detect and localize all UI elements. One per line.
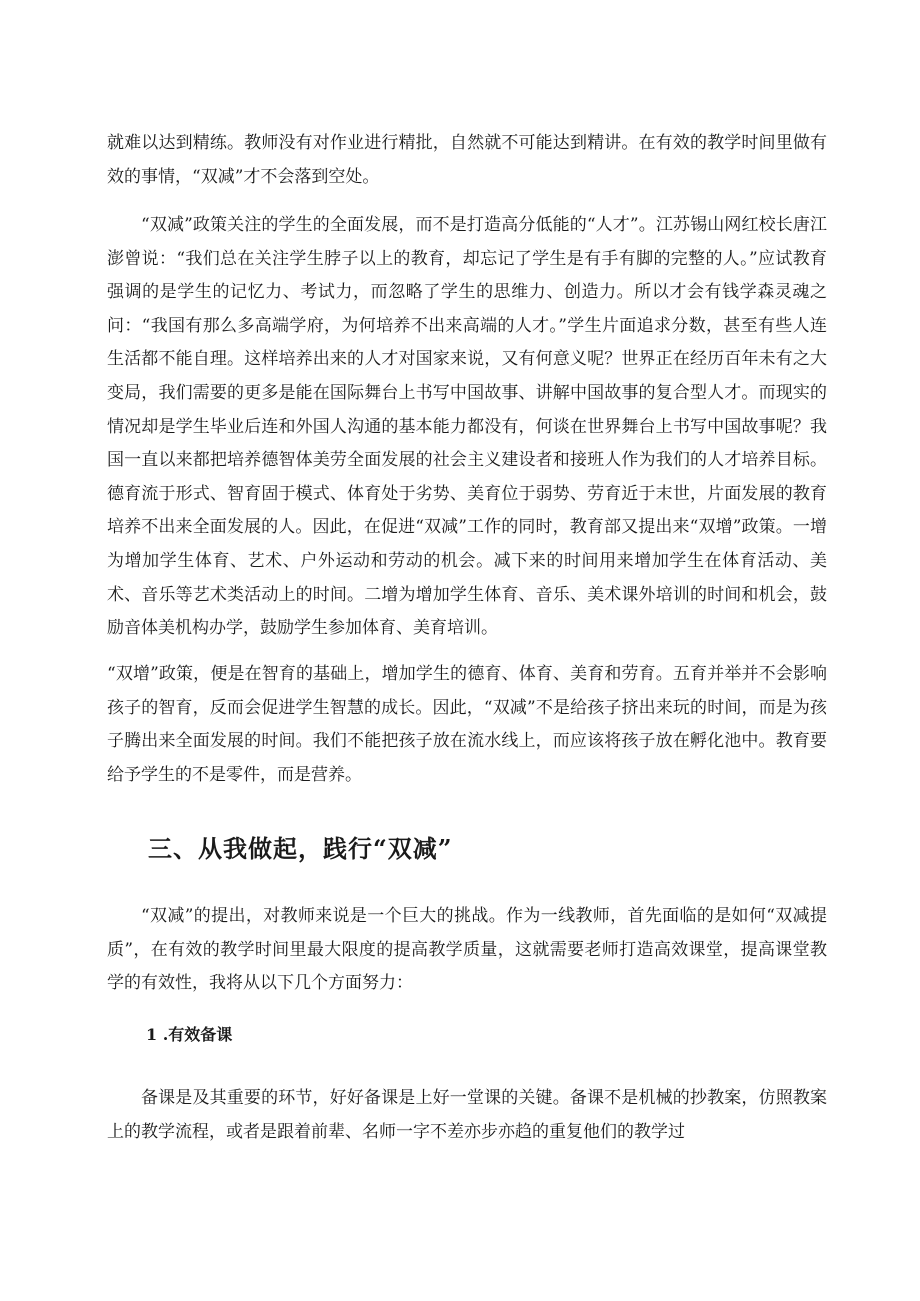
paragraph-double-reduction-policy: “双减”政策关注的学生的全面发展，而不是打造高分低能的“人才”。江苏锡山网红校长唐江澎曾说：“我们总在关注学生脖子以上的教育，却忘记了学生是有手有脚的完整的人。”应试教育强调的是学生的记忆力、考试力，而忽略了学生的思维力、创造力。所以才会有钱学森灵魂之问：“我国有那么多高端学府，为何培养不出来高端的人才。”学生片面追求分数，甚至有些人连生活都不能自理。这样培养出来的人才对国家来说，又有何意义呢？世界正在经历百年未有之大变局，我们需要的更多是能在国际舞台上书写中国故事、讲解中国故事的复合型人才。而现实的情况却是学生毕业后连和外国人沟通的基本能力都没有，何谈在世界舞台上书写中国故事呢？我国一直以来都把培养德智体美劳全面发展的社会主义建设者和接班人作为我们的人才培养目标。德育流于形式、智育固于模式、体育处于劣势、美育位于弱势、劳育近于末世，片面发展的教育培养不出来全面发展的人。因此，在促进“双减”工作的同时，教育部又提出来“双增”政策。一增为增加学生体育、艺术、户外运动和劳动的机会。减下来的时间用来增加学生在体育活动、美术、音乐等艺术类活动上的时间。二增为增加学生体育、音乐、美术课外培训的时间和机会，鼓励音体美机构办学，鼓励学生参加体育、美育培训。: [107, 215, 827, 639]
subsection-heading: 1 .有效备课: [146, 1025, 233, 1044]
section-heading: 三、从我做起，践行“双减”: [148, 834, 453, 863]
paragraph-teacher-challenge: “双减”的提出，对教师来说是一个巨大的挑战。作为一线教师，首先面临的是如何“双减提质”，在有效的教学时间里最大限度的提高教学质量，这就需要老师打造高效课堂，提高课堂教学的有效性，我将从以下几个方面努力：: [107, 906, 827, 994]
paragraph-double-increase-policy: “双增”政策，便是在智育的基础上，增加学生的德育、体育、美育和劳育。五育并举并不会影响孩子的智育，反而会促进学生智慧的成长。因此，“双减”不是给孩子挤出来玩的时间，而是为孩子腾出来全面发展的时间。我们不能把孩子放在流水线上，而应该将孩子放在孵化池中。教育要给予学生的不是零件，而是营养。: [107, 664, 827, 785]
paragraph-continuation: 就难以达到精练。教师没有对作业进行精批，自然就不可能达到精讲。在有效的教学时间里做有效的事情，“双减”才不会落到空处。: [107, 133, 827, 187]
paragraph-lesson-preparation: 备课是及其重要的环节，好好备课是上好一堂课的关键。备课不是机械的抄教案，仿照教案上的教学流程，或者是跟着前辈、名师一字不差亦步亦趋的重复他们的教学过: [107, 1088, 827, 1142]
